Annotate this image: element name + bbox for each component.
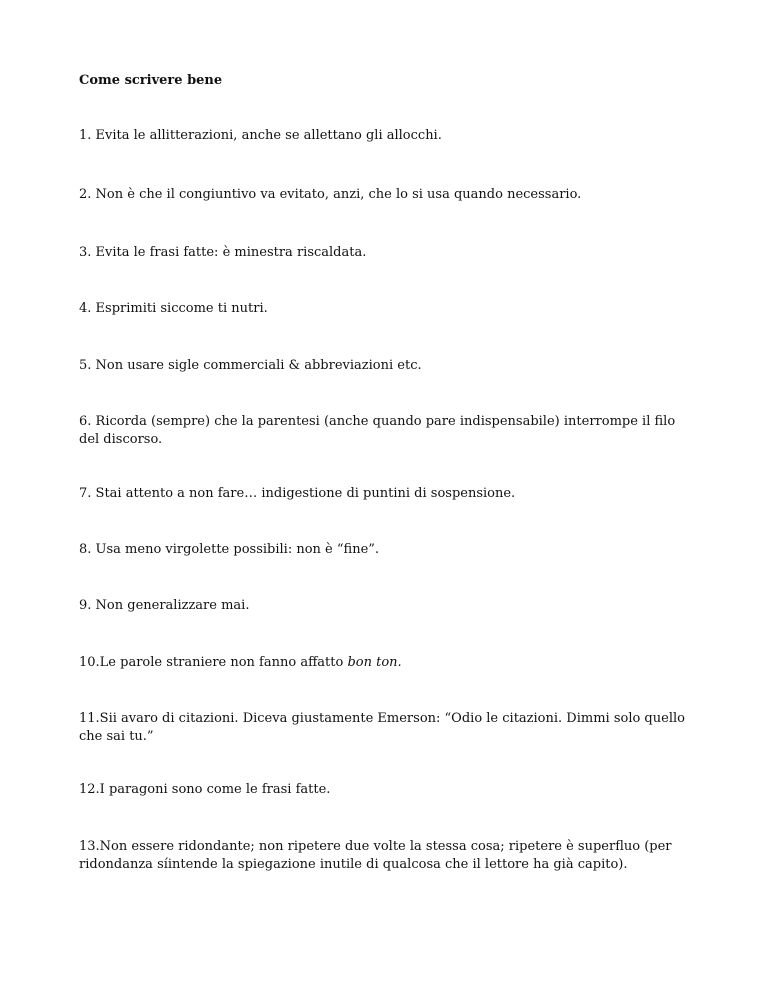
rule-item-8 bbox=[79, 541, 689, 559]
rule-text-italic: bon ton. bbox=[347, 655, 402, 670]
rule-text-line1: 6. Ricorda (sempre) che la parentesi (anche quando pare indispensabile) interrompe il filo bbox=[79, 414, 676, 429]
rule-text-roman: 10.Le parole straniere non fanno affatto bbox=[79, 655, 348, 670]
rule-text-line2: che sai tu.” bbox=[79, 729, 154, 744]
rule-text-line1: 11.Sii avaro di citazioni. Diceva giustamente Emerson: “Odio le citazioni. Dimmi solo quello bbox=[79, 711, 685, 726]
rule-item-11 bbox=[79, 710, 689, 746]
page-title: Come scrivere bene bbox=[79, 73, 223, 88]
rule-text-line2: ridondanza síintende la spiegazione inutile di qualcosa che il lettore ha già capito). bbox=[79, 857, 628, 872]
rule-text: 9. Non generalizzare mai. bbox=[79, 598, 250, 613]
rule-text: 1. Evita le allitterazioni, anche se allettano gli allocchi. bbox=[79, 128, 442, 143]
rule-item-13 bbox=[79, 838, 689, 874]
rule-item-10 bbox=[79, 654, 689, 672]
rule-item-7 bbox=[79, 485, 689, 503]
rule-text: 12.I paragoni sono come le frasi fatte. bbox=[79, 782, 331, 797]
rule-item-2 bbox=[79, 186, 689, 204]
rule-text: 4. Esprimiti siccome ti nutri. bbox=[79, 301, 268, 316]
rule-item-12 bbox=[79, 781, 689, 799]
rule-text: 2. Non è che il congiuntivo va evitato, anzi, che lo si usa quando necessario. bbox=[79, 187, 582, 202]
rule-text-line1: 13.Non essere ridondante; non ripetere due volte la stessa cosa; ripetere è superfluo (per bbox=[79, 839, 672, 854]
rule-item-9 bbox=[79, 597, 689, 615]
rule-text-line2: del discorso. bbox=[79, 432, 163, 447]
rule-text: 8. Usa meno virgolette possibili: non è “fine”. bbox=[79, 542, 380, 557]
rule-item-5 bbox=[79, 357, 689, 375]
rule-item-1 bbox=[79, 127, 689, 145]
rule-text: 5. Non usare sigle commerciali & abbreviazioni etc. bbox=[79, 358, 422, 373]
rule-text: 3. Evita le frasi fatte: è minestra riscaldata. bbox=[79, 245, 367, 260]
rule-item-3 bbox=[79, 244, 689, 262]
rule-text: 7. Stai attento a non fare… indigestione di puntini di sospensione. bbox=[79, 486, 516, 501]
rule-item-4 bbox=[79, 300, 689, 318]
rule-text bbox=[79, 654, 689, 672]
rule-item-6 bbox=[79, 413, 689, 449]
